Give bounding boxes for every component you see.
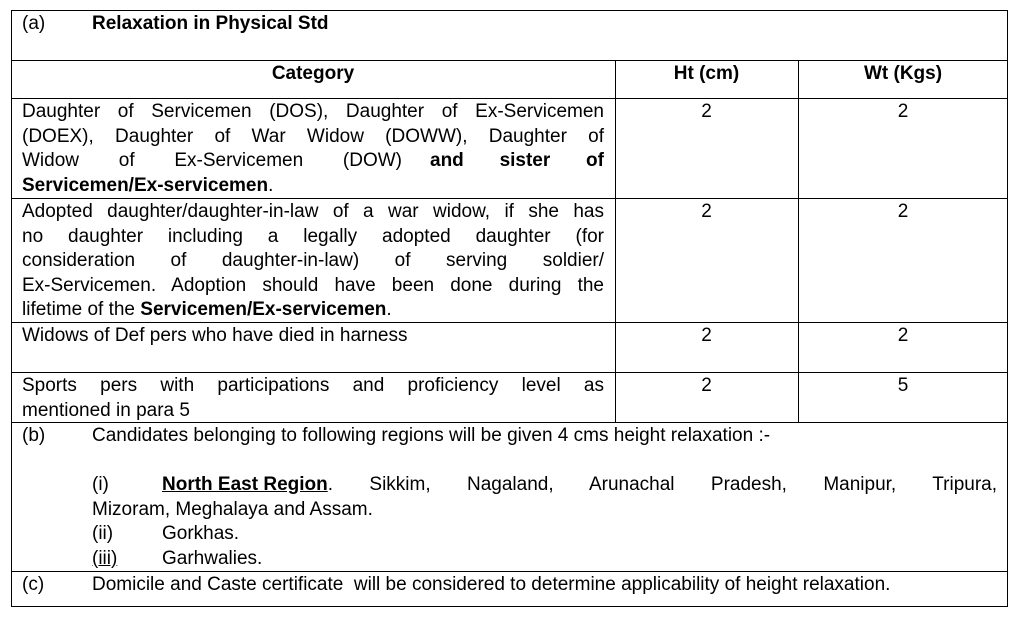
row4-ht: 2 <box>701 375 712 396</box>
row1-ht: 2 <box>701 101 712 122</box>
header-ht: Ht (cm) <box>673 63 740 84</box>
row1-line4 <box>22 174 273 199</box>
section-c-marker: (c) <box>22 574 45 595</box>
row2-line5-text: lifetime of the <box>22 299 141 320</box>
row2-line5-bold: Servicemen/Ex-servicemen <box>140 299 387 320</box>
row2-line2: no daughter including a legally adopted daughter (for <box>22 225 604 247</box>
item-iii-marker: (iii) <box>92 547 118 569</box>
item-iii-text: Garhwalies. <box>162 547 263 569</box>
row1-wt: 2 <box>897 101 909 122</box>
rule-row1 <box>11 198 1008 199</box>
item-i-line2: Mizoram, Meghalaya and Assam. <box>92 498 373 520</box>
row1-line3-text: Widow of Ex-Servicemen (DOW) <box>22 150 402 171</box>
item-i-text: . Sikkim, Nagaland, Arunachal Pradesh, Manipur, Tripura, <box>327 474 997 495</box>
row3-wt: 2 <box>897 325 909 346</box>
row2-ht: 2 <box>701 201 712 222</box>
row3-ht: 2 <box>701 325 712 346</box>
section-b-marker: (b) <box>22 425 46 446</box>
rule-row3 <box>11 372 1008 373</box>
section-a-title: Relaxation in Physical Std <box>92 13 329 34</box>
row2-line5 <box>22 298 392 323</box>
row2-line3: consideration of daughter-in-law) of serving soldier/ <box>22 250 604 271</box>
item-i-marker: (i) <box>92 474 109 495</box>
item-ii-text: Gorkhas. <box>162 523 240 544</box>
row3-line1: Widows of Def pers who have died in harness <box>22 325 408 346</box>
row1-line4-period: . <box>268 174 274 196</box>
item-ii-marker: (ii) <box>92 523 114 544</box>
header-wt: Wt (Kgs) <box>863 63 943 84</box>
row4-line1: Sports pers with participations and proficiency level as <box>22 375 604 396</box>
row4-line2: mentioned in para 5 <box>22 399 190 421</box>
rule-section-b <box>11 571 1008 572</box>
item-i-heading: North East Region <box>162 474 328 495</box>
rule-below-header <box>11 98 1008 99</box>
row1-line3-bold: and sister of <box>430 150 604 171</box>
row1-line4-bold: Servicemen/Ex-servicemen <box>22 174 269 196</box>
row4-wt: 5 <box>897 375 909 396</box>
row2-wt: 2 <box>897 201 909 222</box>
row2-line4: Ex-Servicemen. Adoption should have been done during the <box>22 274 604 296</box>
row1-line2: (DOEX), Daughter of War Widow (DOWW), Daughter of <box>22 125 604 147</box>
row2-line5-period: . <box>386 299 392 320</box>
item-i-line1 <box>162 473 997 498</box>
row1-line3 <box>22 149 604 174</box>
section-b-intro: Candidates belonging to following regions will be given 4 cms height relaxation :- <box>92 425 771 446</box>
row2-line1: Adopted daughter/daughter-in-law of a war widow, if she has <box>22 201 604 222</box>
row1-line1: Daughter of Servicemen (DOS), Daughter of Ex-Servicemen <box>22 101 604 122</box>
section-c-text: Domicile and Caste certificate will be considered to determine applicability of height relaxation. <box>92 574 891 595</box>
section-a-marker: (a) <box>22 13 46 34</box>
header-category: Category <box>271 63 355 84</box>
rule-below-title <box>11 60 1008 61</box>
